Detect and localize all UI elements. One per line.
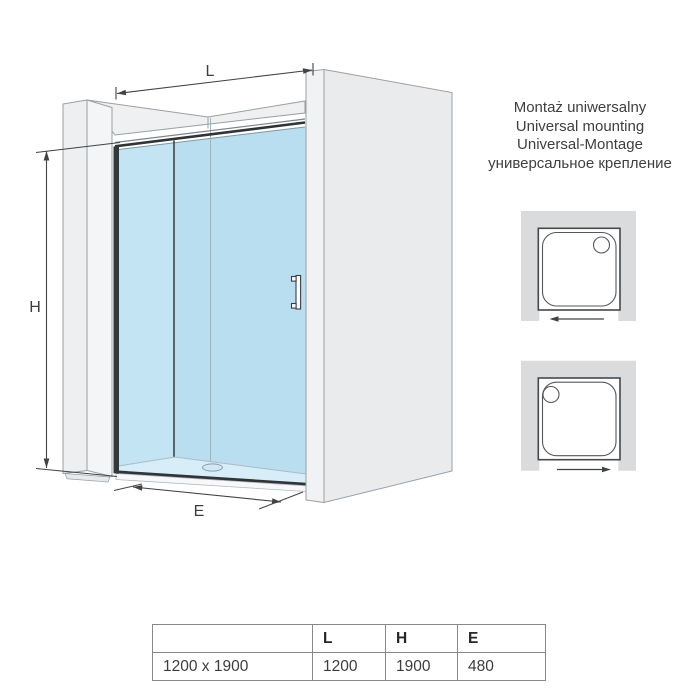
cell-l: 1200 (313, 653, 386, 681)
dim-label-l: L (205, 63, 215, 80)
size-table (152, 624, 546, 681)
cell-model: 1200 x 1900 (153, 653, 313, 681)
header-cell-e: E (458, 625, 546, 653)
right-wall-front-face (306, 70, 324, 503)
info-line-pl: Montaż uniwersalny (513, 99, 647, 116)
drain (543, 387, 559, 403)
header-cell-model (153, 625, 313, 653)
left-wall-front-face (63, 100, 87, 474)
left-wall (63, 100, 112, 482)
mounting-info-text (469, 99, 691, 173)
right-wall-side-face (324, 70, 452, 503)
glass-sliding-door (119, 118, 309, 486)
info-line-en: Universal mounting (515, 117, 645, 135)
cell-e: 480 (458, 653, 546, 681)
header-top-face (87, 100, 305, 135)
info-line-de: Universal-Montage (517, 136, 643, 154)
handle-bar (296, 276, 301, 310)
top-view-slide-left (521, 211, 636, 322)
left-frame-profile (114, 146, 120, 474)
glass-front-pane (119, 143, 175, 477)
top-view-slide-right (521, 361, 636, 473)
size-table-data-row (153, 653, 546, 681)
dimension-l (116, 63, 313, 100)
handle-top-mount (292, 277, 297, 282)
right-wall (306, 70, 452, 503)
header-cell-h: H (386, 625, 458, 653)
dim-label-h: H (29, 299, 41, 316)
info-line-ru: универсальное крепление (488, 154, 672, 172)
header-cell-l: L (313, 625, 386, 653)
arrow-right-icon (557, 467, 611, 472)
drain (594, 237, 610, 253)
handle-bottom-mount (292, 304, 297, 309)
left-wall-side-face (87, 100, 112, 477)
dim-label-e: E (193, 503, 205, 520)
drain (203, 464, 223, 471)
arrow-left-icon (550, 316, 605, 321)
header-rail (87, 100, 305, 135)
size-table-header-row (153, 625, 546, 653)
cell-h: 1900 (386, 653, 458, 681)
